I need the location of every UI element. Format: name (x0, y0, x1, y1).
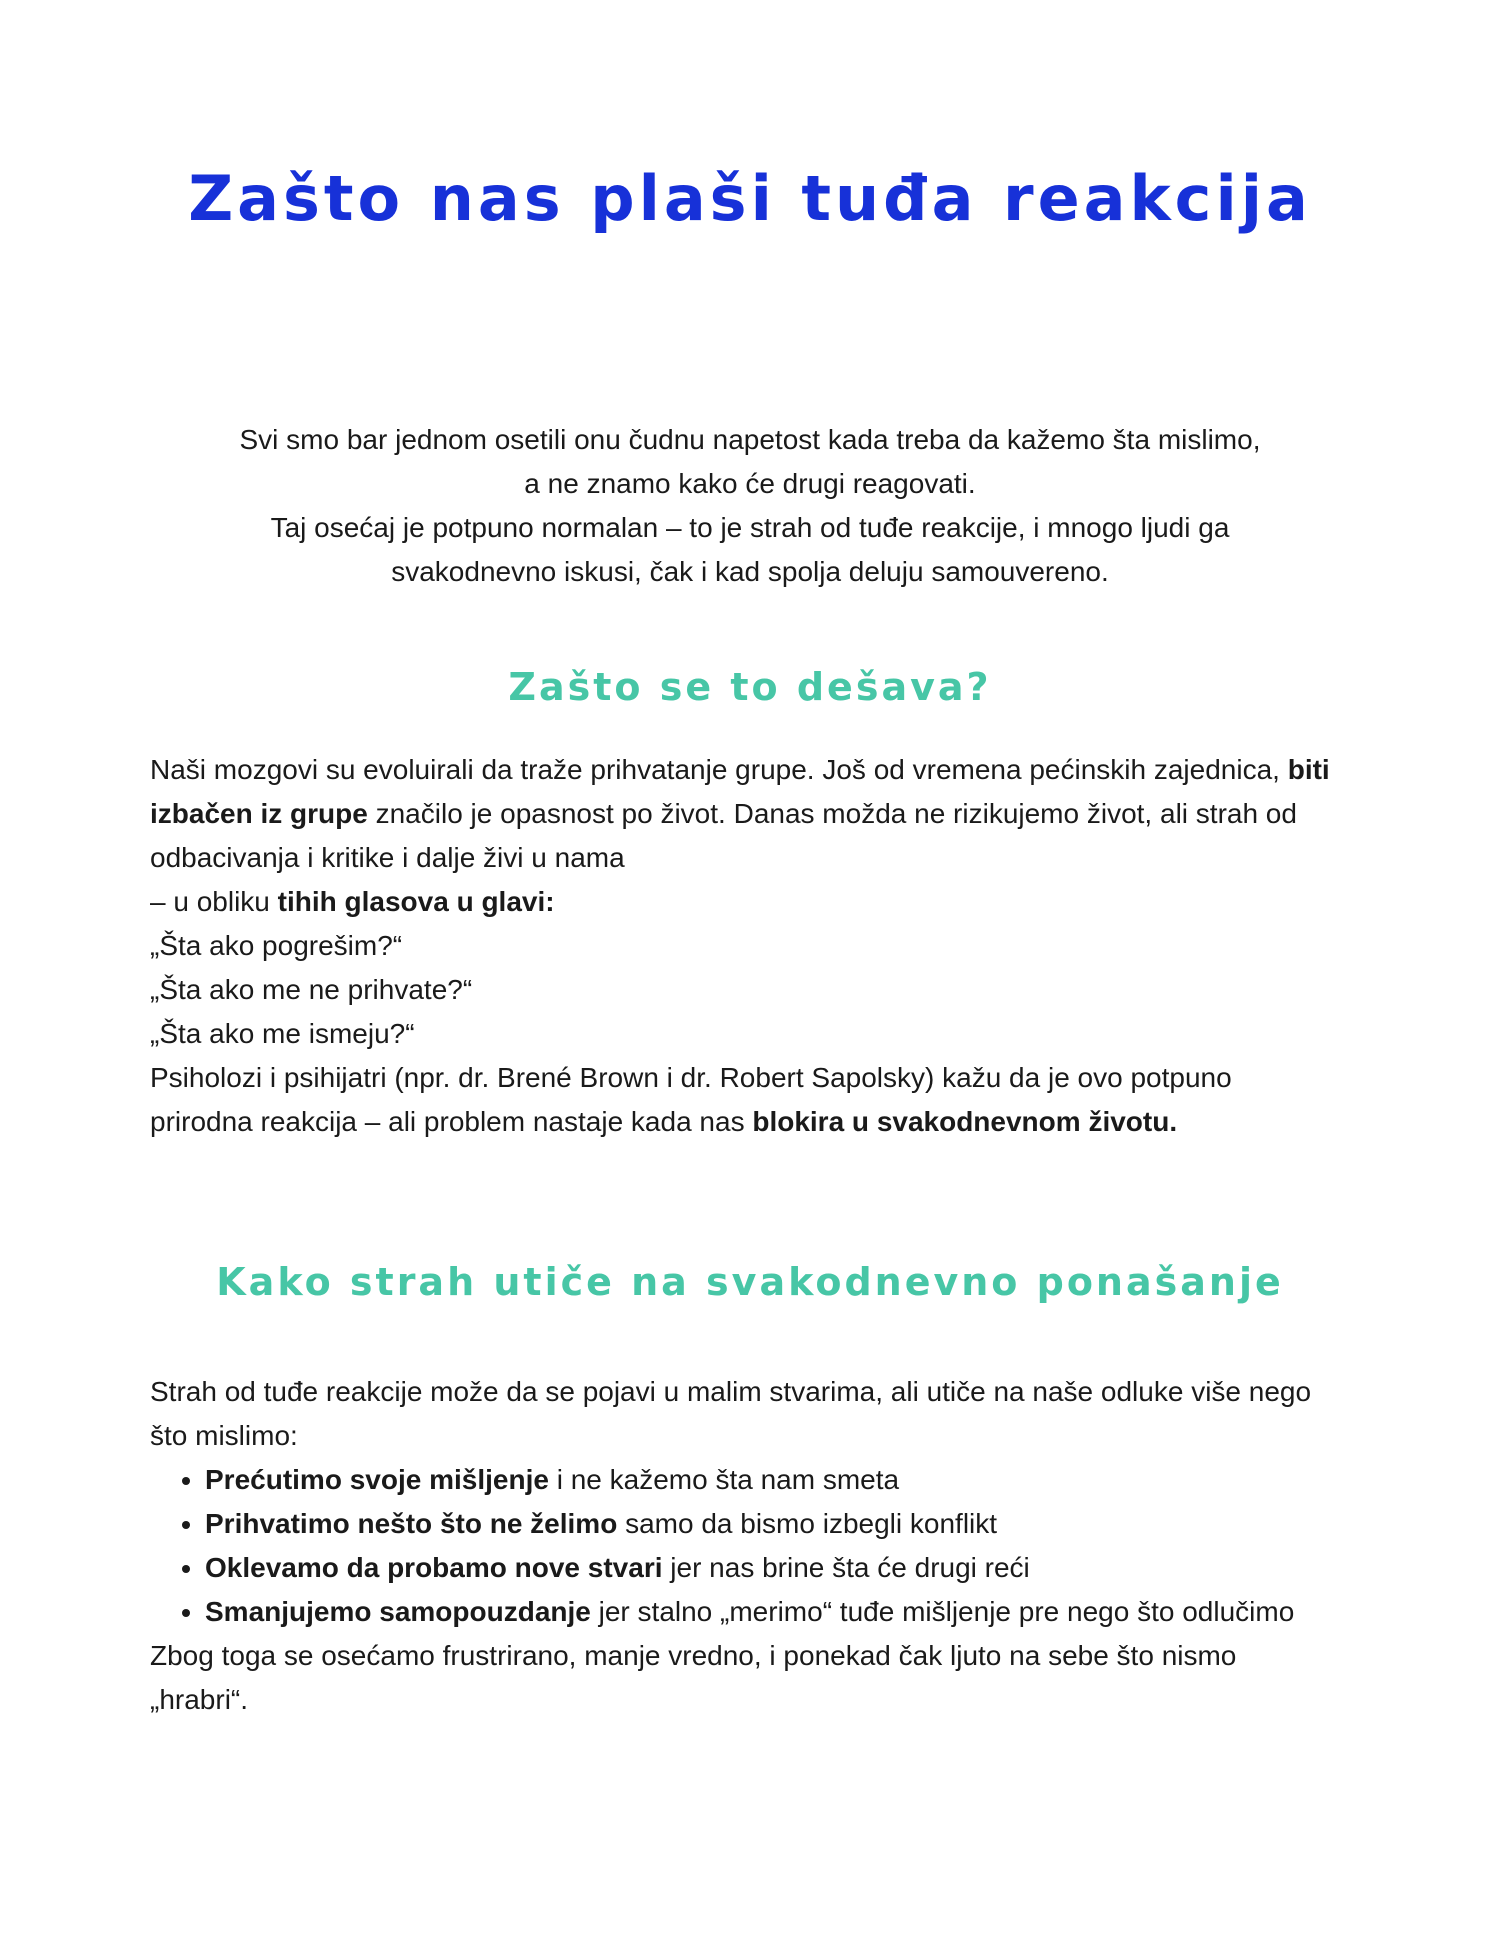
section-body-why (150, 748, 1330, 1144)
list-item (205, 1458, 1330, 1502)
bullet-list (150, 1458, 1330, 1634)
text-span: značilo je opasnost po život. Danas možda ne rizikujemo život, ali strah od odbacivanja i kritike i dalje živi u nama (150, 798, 1297, 873)
bold-text: biti izbačen iz grupe (150, 754, 1330, 829)
section-heading-why: Zašto se to dešava? (508, 665, 992, 709)
paragraph (150, 880, 1330, 924)
intro-line: Svi smo bar jednom osetili onu čudnu napetost kada treba da kažemo šta mislimo, (239, 424, 1261, 455)
section-body-behavior (150, 1370, 1330, 1722)
bold-text: Smanjujemo samopouzdanje (205, 1596, 591, 1627)
text-span: samo da bismo izbegli konflikt (617, 1508, 998, 1539)
text-span: jer stalno „merimo“ tuđe mišljenje pre nego što odlučimo (590, 1596, 1295, 1627)
text-span: jer nas brine šta će drugi reći (662, 1552, 1030, 1583)
intro-line: a ne znamo kako će drugi reagovati. (524, 468, 976, 499)
text-span: Naši mozgovi su evoluirali da traže prihvatanje grupe. Još od vremena pećinskih zajednica, (150, 754, 1288, 785)
quote-line: „Šta ako me ismeju?“ (150, 1018, 415, 1049)
intro-line: svakodnevno iskusi, čak i kad spolja deluju samouvereno. (391, 556, 1109, 587)
bold-text: Oklevamo da probamo nove stvari (205, 1552, 663, 1583)
section-heading-behavior: Kako strah utiče na svakodnevno ponašanje (216, 1260, 1284, 1304)
paragraph (150, 748, 1330, 880)
paragraph: Zbog toga se osećamo frustrirano, manje vredno, i ponekad čak ljuto na sebe što nismo „hrabri“. (150, 1640, 1237, 1715)
list-item (205, 1546, 1330, 1590)
page-title: Zašto nas plaši tuđa reakcija (188, 162, 1312, 235)
text-span: – u obliku (150, 886, 278, 917)
quote-line: „Šta ako me ne prihvate?“ (150, 974, 473, 1005)
paragraph: Strah od tuđe reakcije može da se pojavi u malim stvarima, ali utiče na naše odluke više nego što mislimo: (150, 1376, 1312, 1451)
text-span: i ne kažemo šta nam smeta (548, 1464, 900, 1495)
paragraph (150, 1056, 1330, 1144)
bold-text: blokira u svakodnevnom životu. (752, 1106, 1178, 1137)
list-item (205, 1502, 1330, 1546)
intro-paragraph (150, 418, 1350, 594)
quote-line: „Šta ako pogrešim?“ (150, 930, 403, 961)
list-item (205, 1590, 1330, 1634)
bold-text: Prihvatimo nešto što ne želimo (205, 1508, 618, 1539)
bold-text: tihih glasova u glavi: (277, 886, 555, 917)
text-span: Psiholozi i psihijatri (npr. dr. Brené Brown i dr. Robert Sapolsky) kažu da je ovo potpuno prirodna reakcija – ali problem nastaje kada nas (150, 1062, 1232, 1137)
intro-line: Taj osećaj je potpuno normalan – to je strah od tuđe reakcije, i mnogo ljudi ga (270, 512, 1230, 543)
bold-text: Prećutimo svoje mišljenje (205, 1464, 549, 1495)
